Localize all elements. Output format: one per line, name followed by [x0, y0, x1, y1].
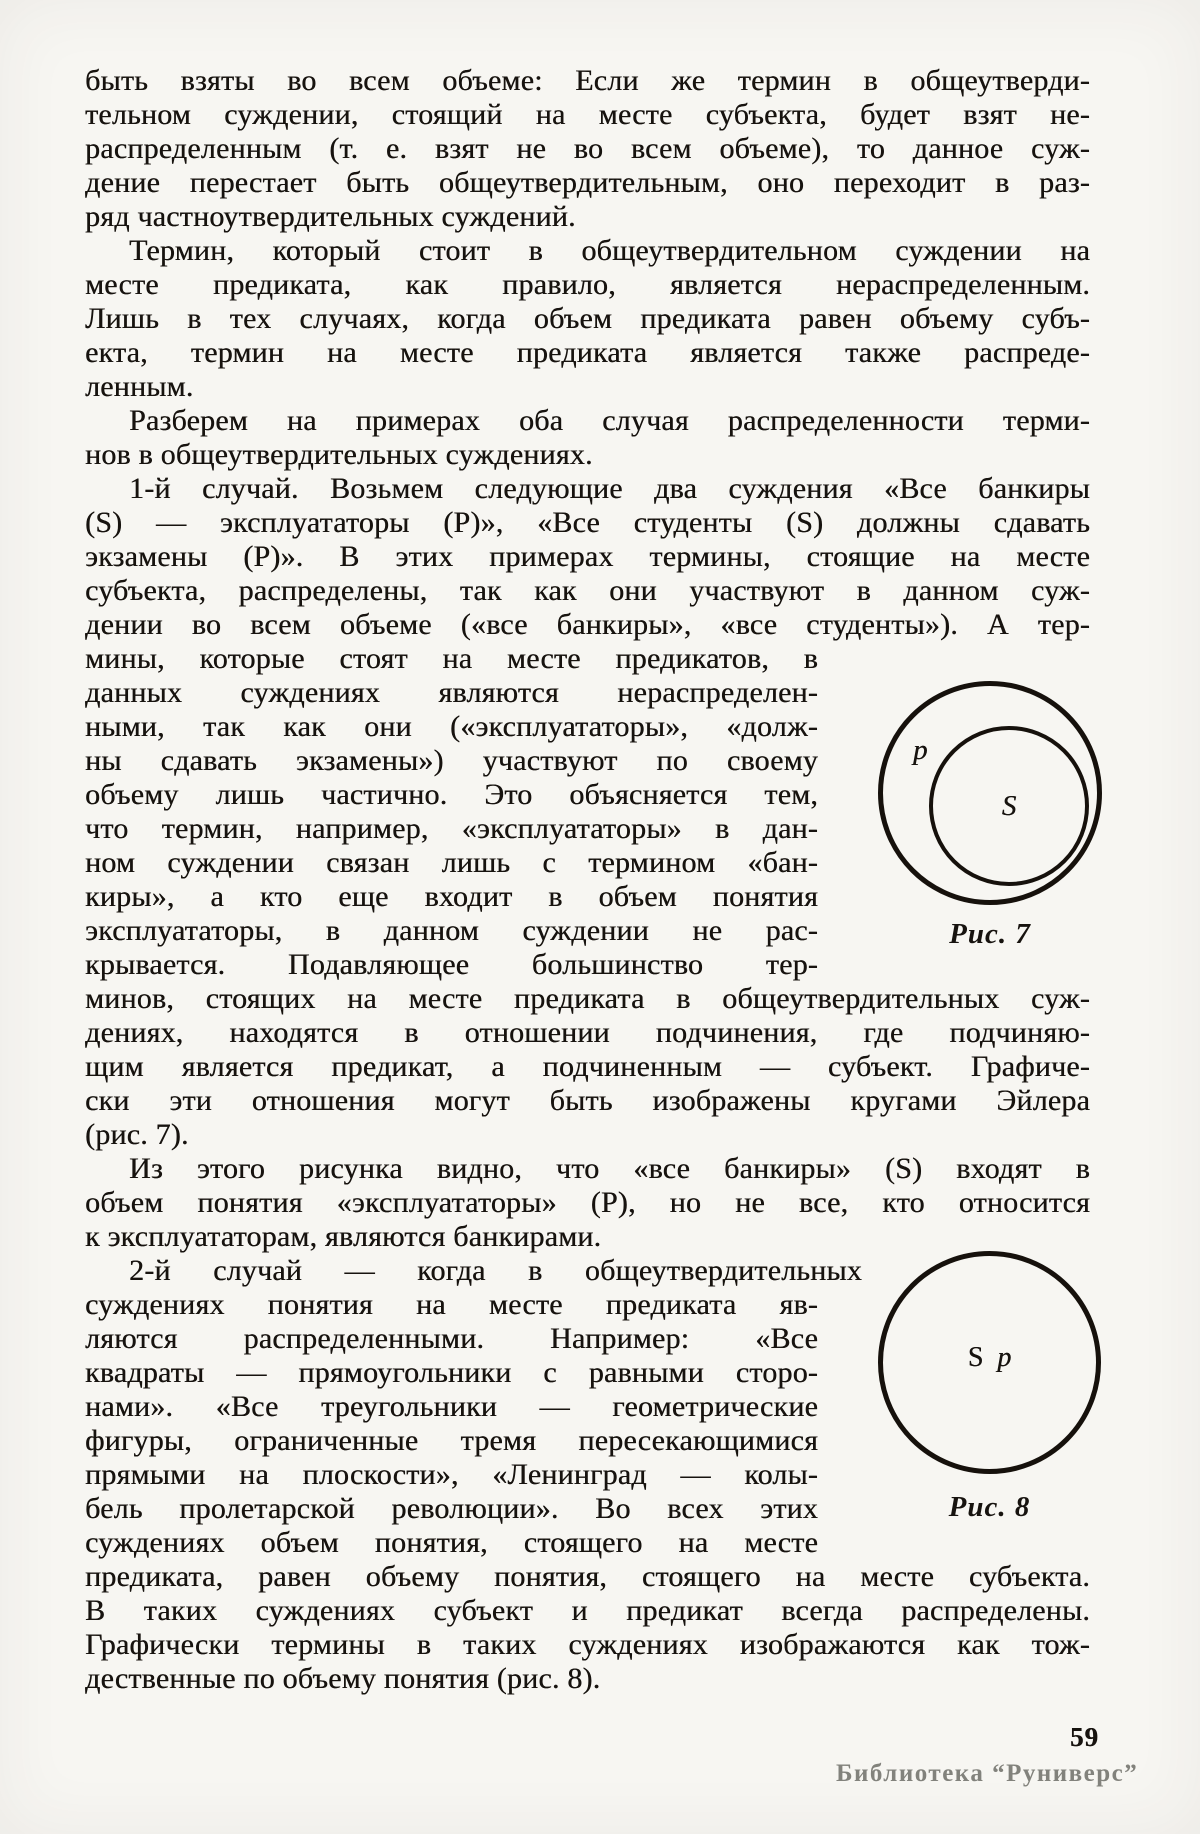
text-line: мины, которые стоят на месте предикатов, в [85, 642, 818, 675]
text-line: ны сдавать экзамены») участвуют по своему [85, 744, 818, 777]
text-line: крывается. Подавляющее большинство тер- [85, 948, 818, 981]
text-line: Графически термины в таких суждениях изображаются как тож- [85, 1628, 1090, 1661]
text-line: прямыми на плоскости», «Ленинград — колы- [85, 1458, 818, 1491]
text-line: квадраты — прямоугольники с равными сторо- [85, 1356, 818, 1389]
text-line: объему лишь частично. Это объясняется тем, [85, 778, 818, 811]
text-line: ски эти отношения могут быть изображены кругами Эйлера [85, 1084, 1090, 1117]
figure-7-caption: Рис. 7 [949, 918, 1031, 950]
label-p: p [913, 734, 928, 766]
text-line: минов, стоящих на месте предиката в общеутвердительных суж- [85, 982, 1090, 1015]
text-line: В таких суждениях субъект и предикат всегда распределены. [85, 1594, 1090, 1627]
text-line: ляются распределенными. Например: «Все [85, 1322, 818, 1355]
label-s: S [967, 1342, 984, 1373]
text-line: распределенным (т. е. взят не во всем объеме), то данное суж- [85, 132, 1090, 165]
euler-identity-circle [878, 1251, 1101, 1474]
label-p: p [997, 1342, 1012, 1373]
text-line: дение перестает быть общеутвердительным, оно переходит в раз- [85, 166, 1090, 199]
text-line: Разберем на примерах оба случая распределенности терми- [129, 404, 1090, 437]
figure-7-euler-subordination [878, 681, 1102, 951]
figure-8-euler-identity [878, 1251, 1101, 1524]
library-watermark: Библиотека “Руниверс” [836, 1760, 1139, 1787]
figure-8-caption: Рис. 8 [948, 1491, 1031, 1523]
label-s: S [1001, 789, 1017, 822]
text-line: нов в общеутвердительных суждениях. [85, 438, 593, 471]
text-line: киры», а кто еще входит в объем понятия [85, 880, 818, 913]
text-line: к эксплуататорам, являются банкирами. [85, 1220, 602, 1253]
text-line: суждениях понятия на месте предиката яв- [85, 1288, 818, 1321]
text-line: ными, так как они («эксплуататоры», «долж- [85, 710, 818, 743]
text-line: дениях, находятся в отношении подчинения, где подчиняю- [85, 1016, 1090, 1049]
text-line: бель пролетарской революции». Во всех этих [85, 1492, 818, 1525]
text-line: Термин, который стоит в общеутвердительном суждении на [129, 234, 1090, 267]
text-line: объем понятия «эксплуататоры» (P), но не все, кто относится [85, 1186, 1090, 1219]
text-line: предиката, равен объему понятия, стоящего на месте субъекта. [85, 1560, 1090, 1593]
text-line: (рис. 7). [85, 1118, 189, 1151]
text-line: экзамены (P)». В этих примерах термины, стоящие на месте [85, 540, 1090, 573]
text-line: екта, термин на месте предиката является также распреде- [85, 336, 1090, 369]
text-line: фигуры, ограниченные тремя пересекающимися [85, 1424, 818, 1457]
text-line: нами». «Все треугольники — геометрические [85, 1390, 818, 1423]
text-line: дественные по объему понятия (рис. 8). [85, 1662, 601, 1695]
text-line: ном суждении связан лишь с термином «бан- [85, 846, 818, 879]
text-line: ленным. [85, 370, 194, 403]
text-line: Лишь в тех случаях, когда объем предиката равен объему субъ- [85, 302, 1090, 335]
text-line: тельном суждении, стоящий на месте субъекта, будет взят не- [85, 98, 1090, 131]
text-line: эксплуататоры, в данном суждении не рас- [85, 914, 818, 947]
text-line: быть взяты во всем объеме: Если же термин в общеутверди- [85, 64, 1090, 97]
label-s-p [883, 1342, 1096, 1374]
text-line: субъекта, распределены, так как они участвуют в данном суж- [85, 574, 1090, 607]
euler-outer-circle-p [878, 681, 1102, 905]
euler-inner-circle-s [929, 726, 1089, 886]
text-line: месте предиката, как правило, является нераспределенным. [85, 268, 1090, 301]
text-line: суждениях объем понятия, стоящего на месте [85, 1526, 818, 1559]
text-line: (S) — эксплуататоры (P)», «Все студенты (S) должны сдавать [85, 506, 1090, 539]
text-line: щим является предикат, а подчиненным — субъект. Графиче- [85, 1050, 1090, 1083]
text-line: дении во всем объеме («все банкиры», «все студенты»). А тер- [85, 608, 1090, 641]
text-line: 1-й случай. Возьмем следующие два суждения «Все банкиры [129, 472, 1090, 505]
text-line: данных суждениях являются нераспределен- [85, 676, 818, 709]
text-line: ряд частноутвердительных суждений. [85, 200, 576, 233]
text-line: Из этого рисунка видно, что «все банкиры» (S) входят в [129, 1152, 1090, 1185]
text-line: что термин, например, «эксплуататоры» в дан- [85, 812, 818, 845]
page-number: 59 [1070, 1722, 1099, 1752]
text-line: 2-й случай — когда в общеутвердительных [129, 1254, 862, 1287]
